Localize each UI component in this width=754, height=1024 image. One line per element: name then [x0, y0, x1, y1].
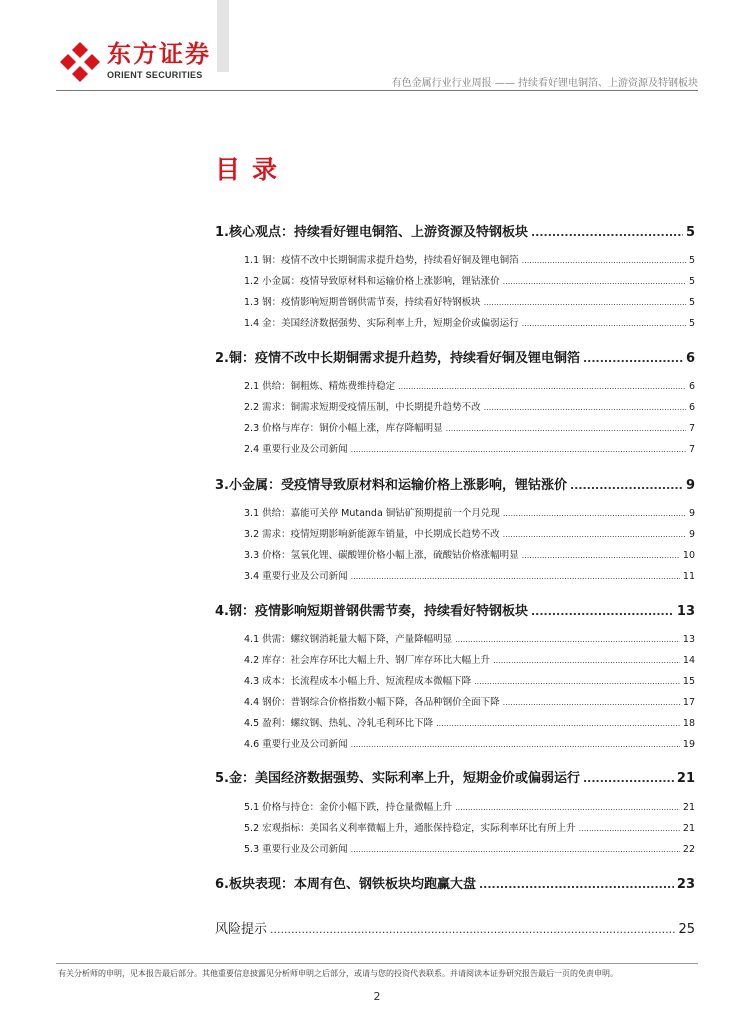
leader-dots [531, 226, 683, 239]
toc-entry[interactable]: 4.2 库存：社会库存环比大幅上升、钢厂库存环比大幅上升 ..... 14 [244, 652, 695, 666]
toc-entry[interactable]: 3.4 重要行业及公司新闻 ..... 11 [244, 568, 695, 582]
leader-dots [484, 403, 686, 412]
header-divider [56, 90, 698, 91]
toc-entry[interactable]: 2.1 供给：铜粗炼、精炼费维持稳定 ..... 6 [244, 378, 695, 392]
toc-entry[interactable]: 4.1 供需：螺纹钢消耗量大幅下降，产量降幅明显 ..... 13 [244, 631, 695, 645]
leader-dots [579, 824, 680, 833]
leader-dots [503, 698, 680, 707]
leader-dots [270, 923, 675, 936]
leader-dots [479, 878, 674, 891]
leader-dots [351, 445, 686, 454]
toc-entry[interactable]: 1.3 钢：疫情影响短期普钢供需节奏，持续看好特钢板块 ..... 5 [244, 294, 695, 308]
leader-dots [351, 740, 680, 749]
leader-dots [351, 572, 680, 581]
header-decor-bar [217, 0, 229, 72]
leader-dots [455, 635, 680, 644]
orient-securities-logo-icon [58, 40, 102, 84]
toc-entry[interactable]: 3.小金属：受疫情导致原材料和运输价格上涨影响，锂钴涨价 ..... 9 [215, 474, 695, 493]
toc-entry[interactable]: 5.2 宏观指标：美国名义利率微幅上升，通胀保持稳定，实际利率环比有所上升 ..... 21 [244, 820, 695, 834]
leader-dots [455, 803, 680, 812]
toc-title: 目录 [215, 155, 290, 184]
toc-entry[interactable]: 4.3 成本：长流程成本小幅上升、短流程成本微幅下降 ..... 15 [244, 673, 695, 687]
toc-entry[interactable]: 5.1 价格与持仓：金价小幅下跌，持仓量微幅上升 ..... 21 [244, 799, 695, 813]
leader-dots [474, 677, 680, 686]
toc-entry[interactable]: 6.板块表现：本周有色、钢铁板块均跑赢大盘 ..... 23 [215, 873, 695, 892]
brand-name-en: ORIENT SECURITIES [107, 70, 203, 80]
leader-dots [503, 530, 686, 539]
page-number: 2 [373, 990, 381, 1003]
toc-entry[interactable]: 4.5 盈利：螺纹钢、热轧、冷轧毛利环比下降 ..... 18 [244, 715, 695, 729]
leader-dots [436, 719, 680, 728]
toc-entry[interactable]: 1.核心观点：持续看好锂电铜箔、上游资源及特钢板块 ..... 5 [215, 221, 695, 240]
toc-entry[interactable]: 3.3 价格：氢氧化锂、碳酸锂价格小幅上涨，硫酸钴价格涨幅明显 ..... 10 [244, 547, 695, 561]
toc-entry[interactable]: 4.6 重要行业及公司新闻 ..... 19 [244, 736, 695, 750]
brand-name-cn: 东方证券 [107, 40, 211, 68]
leader-dots [503, 277, 686, 286]
leader-dots [531, 605, 674, 618]
leader-dots [398, 382, 686, 391]
leader-dots [522, 319, 686, 328]
brand-logo [58, 40, 211, 84]
toc-entry[interactable]: 1.1 铜：疫情不改中长期铜需求提升趋势，持续看好铜及锂电铜箔 ..... 5 [244, 252, 695, 266]
toc-entry[interactable]: 1.4 金：美国经济数据强势、实际利率上升，短期金价或偏弱运行 ..... 5 [244, 315, 695, 329]
toc-entry[interactable]: 4.4 钢价：普钢综合价格指数小幅下降，各品种钢价全面下降 ..... 17 [244, 694, 695, 708]
toc-entry[interactable]: 3.1 供给：嘉能可关停 Mutanda 铜钴矿预期提前一个月兑现 ..... 9 [244, 505, 695, 519]
toc-entry[interactable]: 4.钢：疫情影响短期普钢供需节奏，持续看好特钢板块 ..... 13 [215, 600, 695, 619]
toc-entry[interactable]: 2.4 重要行业及公司新闻 ..... 7 [244, 441, 695, 455]
leader-dots [583, 352, 683, 365]
leader-dots [493, 656, 680, 665]
toc-entry[interactable]: 3.2 需求：疫情短期影响新能源车销量，中长期成长趋势不改 ..... 9 [244, 526, 695, 540]
toc-entry[interactable]: 2.铜：疫情不改中长期铜需求提升趋势，持续看好铜及锂电铜箔 ..... 6 [215, 347, 695, 366]
leader-dots [583, 772, 674, 785]
leader-dots [570, 479, 683, 492]
toc-entry[interactable]: 1.2 小金属：疫情导致原材料和运输价格上涨影响，锂钴涨价 ..... 5 [244, 273, 695, 287]
toc-entry[interactable]: 风险提示 ..... 25 [215, 918, 695, 937]
leader-dots [351, 845, 680, 854]
leader-dots [503, 509, 686, 518]
leader-dots [484, 298, 686, 307]
footer-divider [56, 963, 698, 964]
toc-entry[interactable]: 2.3 价格与库存：铜价小幅上涨，库存降幅明显 ..... 7 [244, 420, 695, 434]
toc-entry[interactable]: 5.金：美国经济数据强势、实际利率上升，短期金价或偏弱运行 ..... 21 [215, 767, 695, 786]
leader-dots [522, 256, 686, 265]
leader-dots [522, 551, 680, 560]
leader-dots [446, 424, 686, 433]
report-header-title: 有色金属行业行业周报 —— 持续看好锂电铜箔、上游资源及特钢板块 [391, 78, 698, 89]
toc-entry[interactable]: 5.3 重要行业及公司新闻 ..... 22 [244, 841, 695, 855]
toc-entry[interactable]: 2.2 需求：铜需求短期受疫情压制，中长期提升趋势不改 ..... 6 [244, 399, 695, 413]
footer-disclaimer: 有关分析师的申明，见本报告最后部分。其他重要信息披露见分析师申明之后部分，或请与您的投资代表联系。并请阅读本证券研究报告最后一页的免责申明。 [58, 969, 618, 978]
